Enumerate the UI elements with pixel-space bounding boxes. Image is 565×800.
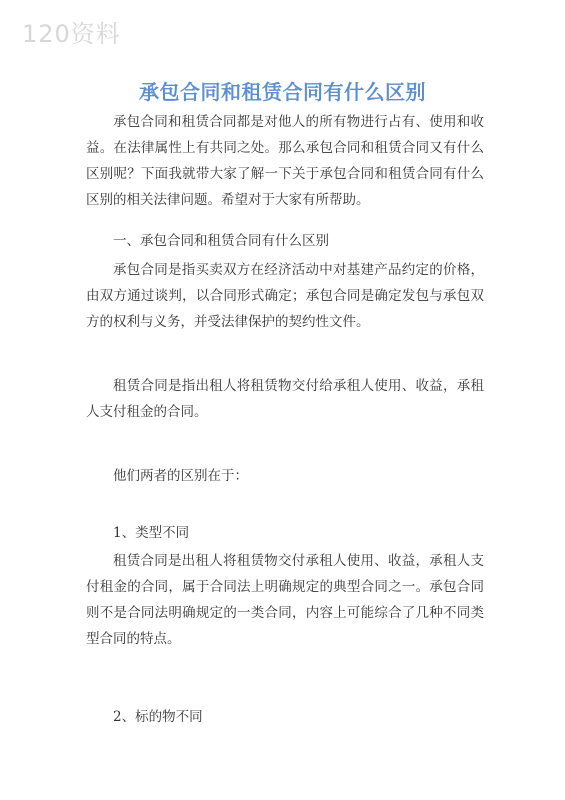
contract-definition-paragraph: 承包合同是指买卖双方在经济活动中对基建产品约定的价格，由双方通过谈判，以合同形式确定；承包合同是确定发包与承包双方的权利与义务，并受法律保护的契约性文件。	[86, 262, 484, 330]
lease-definition-paragraph: 租赁合同是指出租人将租赁物交付给承租人使用、收益，承租人支付租金的合同。	[86, 378, 484, 420]
section-heading: 一、承包合同和租赁合同有什么区别	[113, 233, 329, 249]
difference-2-heading: 2、标的物不同	[113, 709, 203, 725]
intro-paragraph: 承包合同和租赁合同都是对他人的所有物进行占有、使用和收益。在法律属性上有共同之处。那么承包合同和租赁合同又有什么区别呢？下面我就带大家了解一下关于承包合同和租赁合同有什么区别的相关法律问题。希望对于大家有所帮助。	[86, 114, 484, 208]
difference-1-heading: 1、类型不同	[113, 525, 190, 541]
watermark: 120资料	[22, 20, 121, 48]
differences-intro: 他们两者的区别在于：	[113, 468, 248, 484]
document-title: 承包合同和租赁合同有什么区别	[139, 80, 426, 104]
difference-1-paragraph: 租赁合同是出租人将租赁物交付承租人使用、收益，承租人支付租金的合同，属于合同法上明确规定的典型合同之一。承包合同则不是合同法明确规定的一类合同，内容上可能综合了几种不同类型合同的特点。	[86, 553, 484, 647]
